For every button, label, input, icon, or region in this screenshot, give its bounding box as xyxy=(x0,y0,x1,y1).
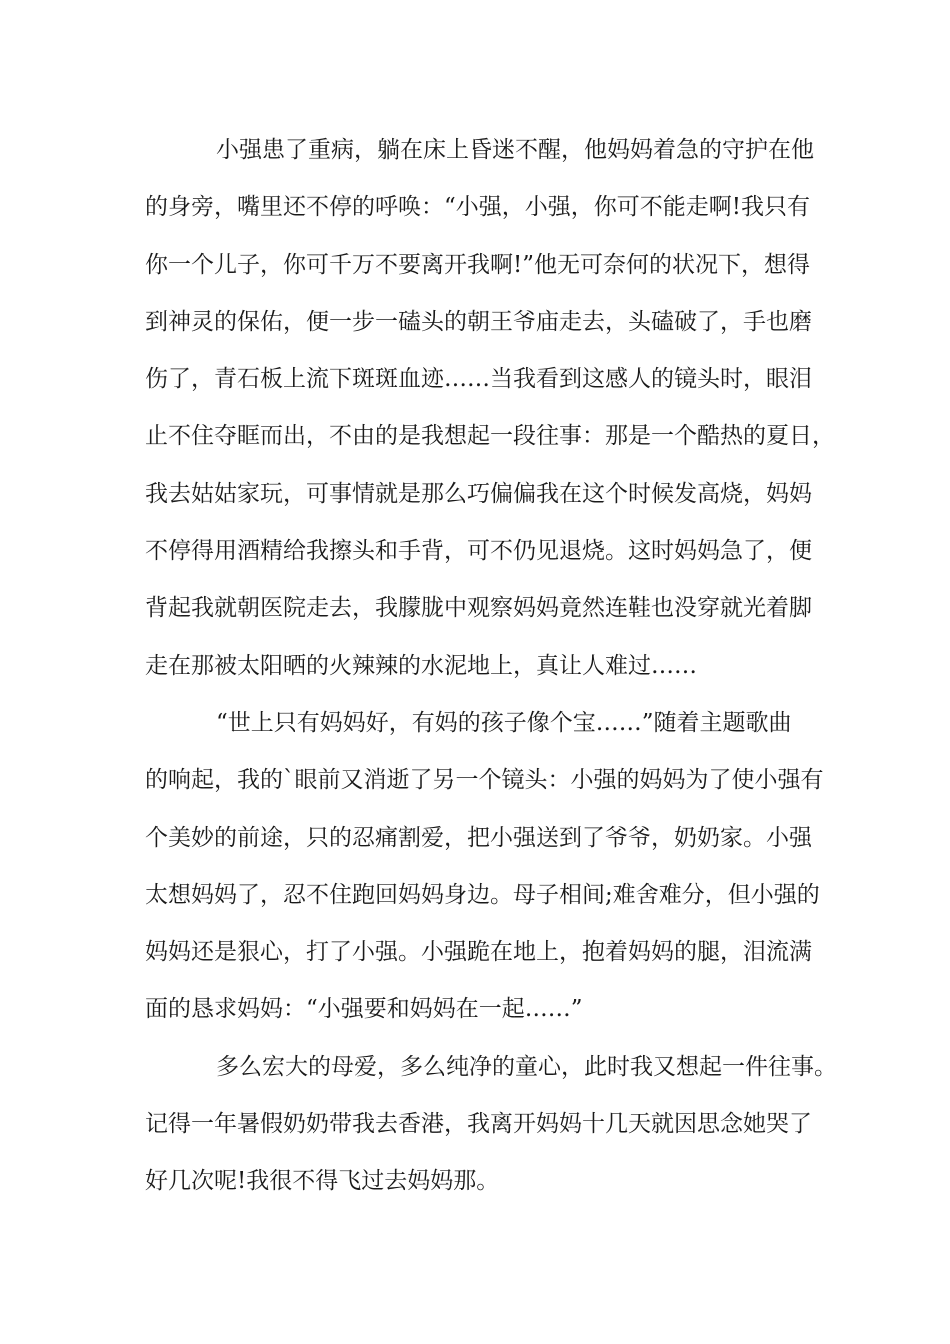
text-line: 太想妈妈了，忍不住跑回妈妈身边。母子相间;难舍难分，但小强的 xyxy=(145,881,820,908)
text-line: 走在那被太阳晒的火辣辣的水泥地上，真让人难过…… xyxy=(145,652,697,679)
document-body xyxy=(145,130,837,1219)
text-line: 小强患了重病，躺在床上昏迷不醒，他妈妈着急的守护在他 xyxy=(216,137,814,163)
text-line: 到神灵的保佑，便一步一磕头的朝王爷庙走去，头磕破了，手也磨 xyxy=(145,308,812,335)
paragraph-2 xyxy=(145,703,824,1047)
text-line: 你一个儿子，你可千万不要离开我啊!”他无可奈何的状况下，想得 xyxy=(145,251,811,278)
text-line: 个美妙的前途，只的忍痛割爱，把小强送到了爷爷，奶奶家。小强 xyxy=(145,824,812,851)
text-line: 的响起，我的`眼前又消逝了另一个镜头：小强的妈妈为了使小强有 xyxy=(145,767,824,794)
paragraph-1 xyxy=(145,130,835,703)
text-line: 止不住夺眶而出，不由的是我想起一段往事：那是一个酷热的夏日， xyxy=(145,423,835,450)
paragraph-3 xyxy=(145,1047,837,1219)
text-line: 记得一年暑假奶奶带我去香港，我离开妈妈十几天就因思念她哭了 xyxy=(145,1111,812,1138)
text-line: “世上只有妈妈好，有妈的孩子像个宝……”随着主题歌曲 xyxy=(216,709,792,736)
text-line: 背起我就朝医院走去，我朦胧中观察妈妈竟然连鞋也没穿就光着脚 xyxy=(145,595,812,622)
text-line: 伤了，青石板上流下斑斑血迹……当我看到这感人的镜头时，眼泪 xyxy=(145,366,812,393)
text-line: 多么宏大的母爱，多么纯净的童心，此时我又想起一件往事。 xyxy=(216,1053,837,1080)
text-line: 不停得用酒精给我擦头和手背，可不仍见退烧。这时妈妈急了，便 xyxy=(145,538,812,565)
text-line: 好几次呢!我很不得飞过去妈妈那。 xyxy=(145,1168,500,1195)
text-line: 的身旁，嘴里还不停的呼唤：“小强，小强，你可不能走啊!我只有 xyxy=(145,194,811,221)
text-line: 面的恳求妈妈：“小强要和妈妈在一起……” xyxy=(145,996,583,1023)
text-line: 妈妈还是狠心，打了小强。小强跪在地上，抱着妈妈的腿，泪流满 xyxy=(145,939,812,966)
text-line: 我去姑姑家玩，可事情就是那么巧偏偏我在这个时候发高烧，妈妈 xyxy=(145,480,812,507)
